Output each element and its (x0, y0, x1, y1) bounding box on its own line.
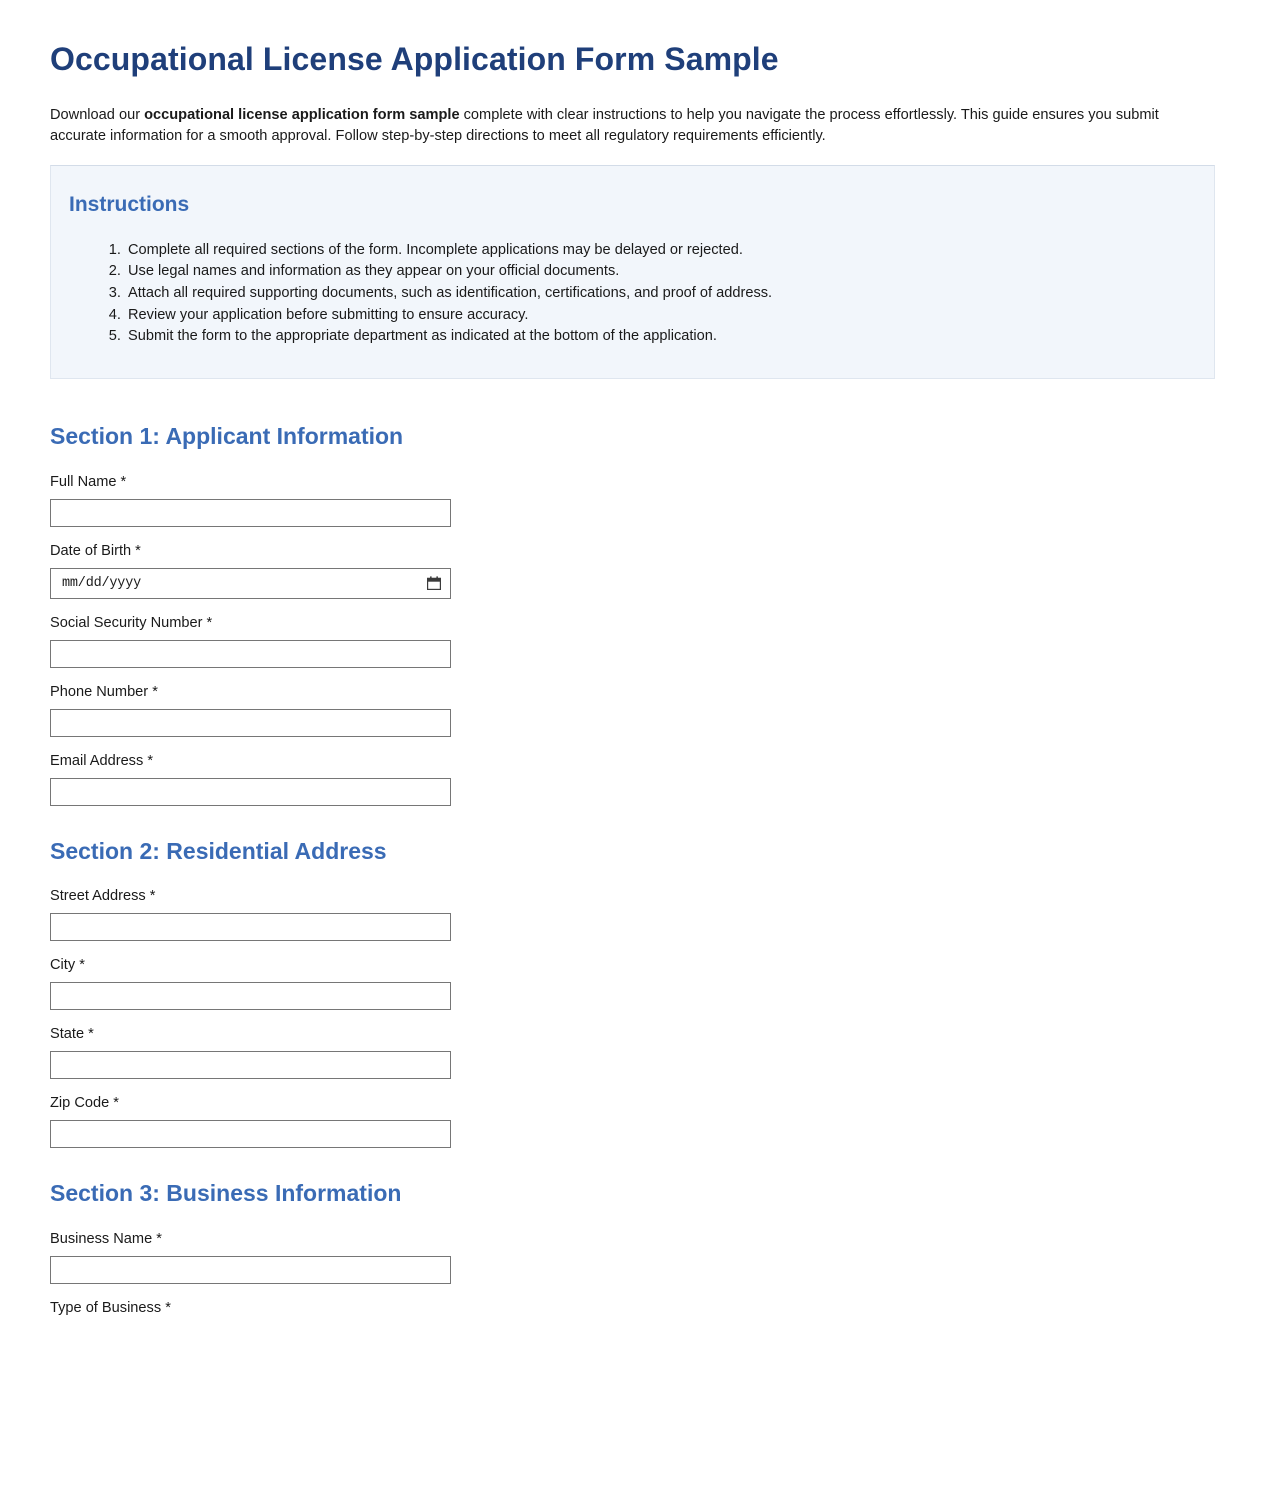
field-label-social-security-number: Social Security Number * (50, 614, 213, 631)
intro-paragraph (50, 105, 1190, 147)
page-title: Occupational License Application Form Sample (50, 41, 779, 77)
input-business-name[interactable] (50, 1256, 451, 1284)
input-state[interactable] (50, 1051, 451, 1079)
field-business-name (50, 1230, 1215, 1284)
field-label-state: State * (50, 1026, 94, 1043)
instruction-item: 1. Complete all required sections of the form. Incomplete applications may be delayed or rejected. (125, 240, 1184, 262)
field-date-of-birth (50, 542, 1215, 599)
instruction-item: 2. Use legal names and information as they appear on your official documents. (125, 261, 1184, 283)
field-label-street-address: Street Address * (50, 888, 156, 905)
section-section-2-residential-address (48, 838, 1215, 1148)
field-label-city: City * (50, 957, 85, 974)
section-heading: Section 2: Residential Address (50, 837, 387, 864)
field-label-date-of-birth: Date of Birth * (50, 542, 141, 559)
input-city[interactable] (50, 982, 451, 1010)
instruction-item: 5. Submit the form to the appropriate department as indicated at the bottom of the application. (125, 326, 1184, 348)
field-zip-code (50, 1094, 1215, 1148)
input-date-of-birth[interactable] (50, 568, 451, 599)
input-social-security-number[interactable] (50, 640, 451, 668)
input-phone-number[interactable] (50, 709, 451, 737)
section-heading: Section 3: Business Information (50, 1180, 402, 1207)
field-label-type-of-business: Type of Business * (50, 1299, 171, 1316)
field-full-name (50, 473, 1215, 527)
input-email-address[interactable] (50, 778, 451, 806)
instruction-item: 4. Review your application before submitting to ensure accuracy. (125, 305, 1184, 327)
input-zip-code[interactable] (50, 1120, 451, 1148)
instructions-heading: Instructions (69, 193, 190, 217)
field-email-address (50, 752, 1215, 806)
intro-text-before: Download our (50, 107, 145, 124)
field-label-email-address: Email Address * (50, 752, 154, 769)
form-sections (48, 423, 1215, 1317)
field-street-address (50, 887, 1215, 941)
section-section-1-applicant-information (48, 423, 1215, 805)
input-street-address[interactable] (50, 913, 451, 941)
intro-text-after: complete with clear instructions to help you navigate the process effortlessly. This guide ensures you submit accurate information for a smooth approval. Follow step-by-step directions to meet all regulatory requirements efficiently. (50, 107, 1159, 145)
field-social-security-number (50, 614, 1215, 668)
field-phone-number (50, 683, 1215, 737)
section-heading: Section 1: Applicant Information (50, 423, 404, 450)
field-label-business-name: Business Name * (50, 1230, 162, 1247)
instructions-panel (50, 165, 1215, 379)
instructions-list (67, 240, 1184, 349)
field-city (50, 956, 1215, 1010)
calendar-icon[interactable] (427, 576, 441, 590)
date-placeholder-text[interactable]: mm/dd/yyyy (62, 575, 142, 591)
field-label-zip-code: Zip Code * (50, 1095, 119, 1112)
field-state (50, 1025, 1215, 1079)
section-section-3-business-information (48, 1180, 1215, 1318)
field-label-full-name: Full Name * (50, 473, 127, 490)
field-label-phone-number: Phone Number * (50, 683, 158, 700)
instruction-item: 3. Attach all required supporting documents, such as identification, certifications, and proof of address. (125, 283, 1184, 305)
input-full-name[interactable] (50, 499, 451, 527)
intro-bold-phrase: occupational license application form sample (144, 107, 460, 124)
